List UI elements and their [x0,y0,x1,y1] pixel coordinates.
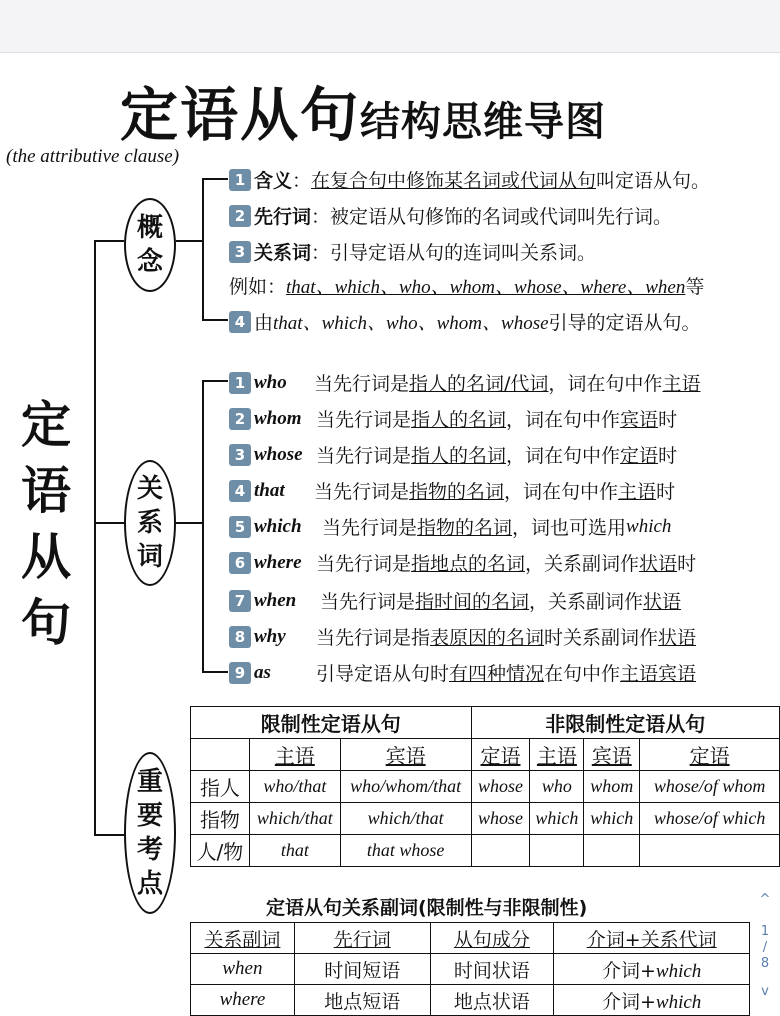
scroll-up-icon[interactable]: ^ [759,892,771,907]
table-cell: 地点短语 [294,985,430,1016]
vertical-title-char: 句 [21,594,71,652]
rule-text-underlined: 表原因的名词 [430,627,545,649]
oval-char: 概 [136,213,163,243]
relative-word-row [229,513,671,540]
vertical-title [18,392,74,656]
table-group-header: 限制性定语从句 [191,707,472,739]
rule-text: ，关系副词作 [529,591,644,613]
row-label: 指物 [191,803,250,835]
relative-word-row [229,405,677,432]
oval-concept [124,198,176,292]
number-badge: 3 [229,241,251,263]
table-cell [530,835,584,867]
relative-word: that [254,479,285,501]
subtitle: (the attributive clause) [6,146,180,167]
relative-word-row [229,587,681,614]
table-cell: which [530,803,584,835]
vertical-title-char: 从 [21,528,71,586]
table-group-header: 非限制性定语从句 [471,707,779,739]
relative-word: whom [254,407,302,429]
table-cell: that whose [340,835,471,867]
rule-function: 宾语 [620,409,659,431]
table-sub-header: 宾语 [340,739,471,771]
title-rest: 结构思维导图 [360,99,607,145]
cell-prefix: 介词+ [601,959,656,982]
concept-row [229,166,710,193]
cell-prefix: 介词+ [601,990,656,1013]
rule-suffix: 时 [656,481,676,503]
rule-function: 状语 [643,591,682,613]
oval-key [124,752,176,914]
rule-text: 当先行词是 [316,409,412,431]
number-badge: 9 [229,662,251,684]
relative-word-row [229,477,675,504]
number-badge: 7 [229,590,251,612]
page-separator: / [762,940,768,955]
table-cell: when [191,954,295,985]
rule-text: 时关系副词作 [544,627,659,649]
rule-text: 当先行词是指 [316,627,431,649]
table-sub-header: 定语 [471,739,530,771]
rule-function: 主语 [618,481,657,503]
table-corner-cell [191,739,250,771]
rule-text: ，关系副词作 [525,553,640,575]
relative-word-row [229,369,700,396]
concept-text: 叫定语从句。 [596,170,711,192]
concept-words: that、which、who、whom、whose [273,313,549,334]
table-cell: 地点状语 [430,985,554,1016]
table-row [191,954,750,985]
concept-bracket-bottom [202,319,228,321]
relative-bracket-top [202,380,228,382]
example-words: that、which、who、whom、whose、where、when [286,277,686,298]
concept-colon: ： [292,170,312,192]
relative-bracket-bottom [202,671,228,673]
relative-word: as [254,661,271,683]
rule-text: 在句中作 [544,663,621,685]
relative-word-row [229,549,696,576]
concept-text: 引导定语从句的连词叫关系词。 [330,242,597,264]
concept-label: 含义 [254,170,293,192]
relative-word-row [229,659,696,686]
table-header: 从句成分 [430,923,554,954]
concept-colon: ： [311,242,331,264]
main-trunk-line [94,240,96,836]
table-cell [554,954,750,985]
relative-word: why [254,625,286,647]
oval-char: 重 [136,767,163,797]
rule-text-underlined: 指物的名词 [409,481,505,503]
branch-line-key [94,834,124,836]
page-scroller[interactable] [752,892,778,1004]
vertical-title-char: 定 [21,396,71,454]
oval-char: 系 [136,508,163,538]
oval-char: 要 [136,801,163,831]
rule-text-underlined: 有四种情况 [449,663,545,685]
rule-text-underlined: 指时间的名词 [415,591,530,613]
rule-text: 当先行词是 [316,553,412,575]
concept-text-underlined: 在复合句中修饰某名词或代词从句 [311,170,597,192]
table-cell: where [191,985,295,1016]
concept-text: 被定语从句修饰的名词或代词叫先行词。 [330,206,673,228]
table-sub-header: 宾语 [584,739,640,771]
title-main: 定语从句 [120,81,361,149]
rule-text: ，词在句中作 [506,445,621,467]
concept-bracket-top [202,178,228,180]
rule-text: 当先行词是 [316,445,412,467]
number-badge: 5 [229,516,251,538]
rule-text: 当先行词是 [322,517,418,539]
table-header: 介词+关系代词 [554,923,750,954]
rule-text: ，词在句中作 [548,373,663,395]
example-prefix: 例如： [229,276,287,298]
adverb-table-title: 定语从句关系副词(限制性与非限制性) [266,897,588,919]
table-cell: whose/of whom [640,771,780,803]
table-sub-header: 主语 [249,739,340,771]
concept-label: 关系词 [254,242,312,264]
concept-text: 引导的定语从句。 [548,312,701,334]
table-header: 先行词 [294,923,430,954]
adverb-table [190,922,750,1016]
concept-example-row [229,272,704,299]
table-cell: whose [471,771,530,803]
rule-function: 状语 [639,553,678,575]
table-cell [554,985,750,1016]
page-title [120,68,606,152]
rule-text: ，词也可选用 [512,517,627,539]
table-cell: whose [471,803,530,835]
rule-function: 定语 [620,445,659,467]
rule-function: 主语宾语 [620,663,697,685]
page-current: 1 [760,924,770,939]
number-badge: 8 [229,626,251,648]
concept-row [229,238,596,265]
table-cell [640,835,780,867]
relative-connector [176,522,204,524]
rule-text: ，词在句中作 [506,409,621,431]
number-badge: 2 [229,205,251,227]
relative-word: which [254,515,302,537]
rule-text: 引导定语从句时 [316,663,450,685]
rule-text-underlined: 指物的名词 [417,517,513,539]
table-cell: that [249,835,340,867]
cell-italic: which [655,960,702,982]
oval-char: 考 [136,835,163,865]
table-cell: 时间短语 [294,954,430,985]
relative-word-row [229,441,677,468]
concept-colon: ： [311,206,331,228]
rule-text-underlined: 指人的名词 [411,409,507,431]
concept-text: 由 [254,312,274,334]
rule-suffix: 时 [658,445,678,467]
number-badge: 6 [229,552,251,574]
table-sub-header: 定语 [640,739,780,771]
relative-word-row [229,623,696,650]
oval-char: 点 [136,869,163,899]
table-cell [471,835,530,867]
table-cell: which/that [249,803,340,835]
relative-word: where [254,551,302,573]
number-badge: 3 [229,444,251,466]
pronoun-table [190,706,780,867]
concept-row [229,308,701,335]
table-cell [584,835,640,867]
table-cell: 时间状语 [430,954,554,985]
row-label: 人/物 [191,835,250,867]
table-cell: whom [584,771,640,803]
top-bar [0,0,780,53]
oval-char: 关 [136,474,163,504]
rule-text-underlined: 指人的名词 [411,445,507,467]
rule-function: 状语 [658,627,697,649]
row-label: 指人 [191,771,250,803]
table-cell: whose/of which [640,803,780,835]
relative-bracket [202,380,204,672]
branch-line-relative [94,522,124,524]
page-total: 8 [760,956,770,971]
branch-line-concept [94,240,124,242]
number-badge: 4 [229,480,251,502]
rule-italic-word: which [626,515,672,537]
table-sub-header: 主语 [530,739,584,771]
scroll-down-icon[interactable]: v [761,984,769,999]
rule-function: 主语 [662,373,701,395]
example-suffix: 等 [685,276,705,298]
number-badge: 4 [229,311,251,333]
rule-text-underlined: 指人的名词/代词 [409,373,549,395]
table-row [191,803,780,835]
table-cell: who/that [249,771,340,803]
number-badge: 1 [229,169,251,191]
number-badge: 1 [229,372,251,394]
table-cell: who/whom/that [340,771,471,803]
oval-char: 念 [136,247,163,277]
table-cell: who [530,771,584,803]
table-row [191,771,780,803]
number-badge: 2 [229,408,251,430]
rule-text-underlined: 指地点的名词 [411,553,526,575]
rule-text: 当先行词是 [314,373,410,395]
concept-row [229,202,672,229]
relative-word: who [254,371,287,393]
oval-char: 词 [136,542,163,572]
oval-relative [124,460,176,586]
table-row [191,985,750,1016]
rule-suffix: 时 [658,409,678,431]
relative-word: whose [254,443,303,465]
table-cell: which [584,803,640,835]
table-row [191,835,780,867]
concept-connector [176,240,204,242]
table-cell: which/that [340,803,471,835]
cell-italic: which [655,991,702,1013]
concept-label: 先行词 [254,206,312,228]
rule-text: 当先行词是 [314,481,410,503]
relative-word: when [254,589,297,611]
concept-bracket [202,178,204,320]
vertical-title-char: 语 [21,462,71,520]
rule-suffix: 时 [677,553,697,575]
rule-text: ，词在句中作 [504,481,619,503]
table-header: 关系副词 [191,923,295,954]
rule-text: 当先行词是 [320,591,416,613]
